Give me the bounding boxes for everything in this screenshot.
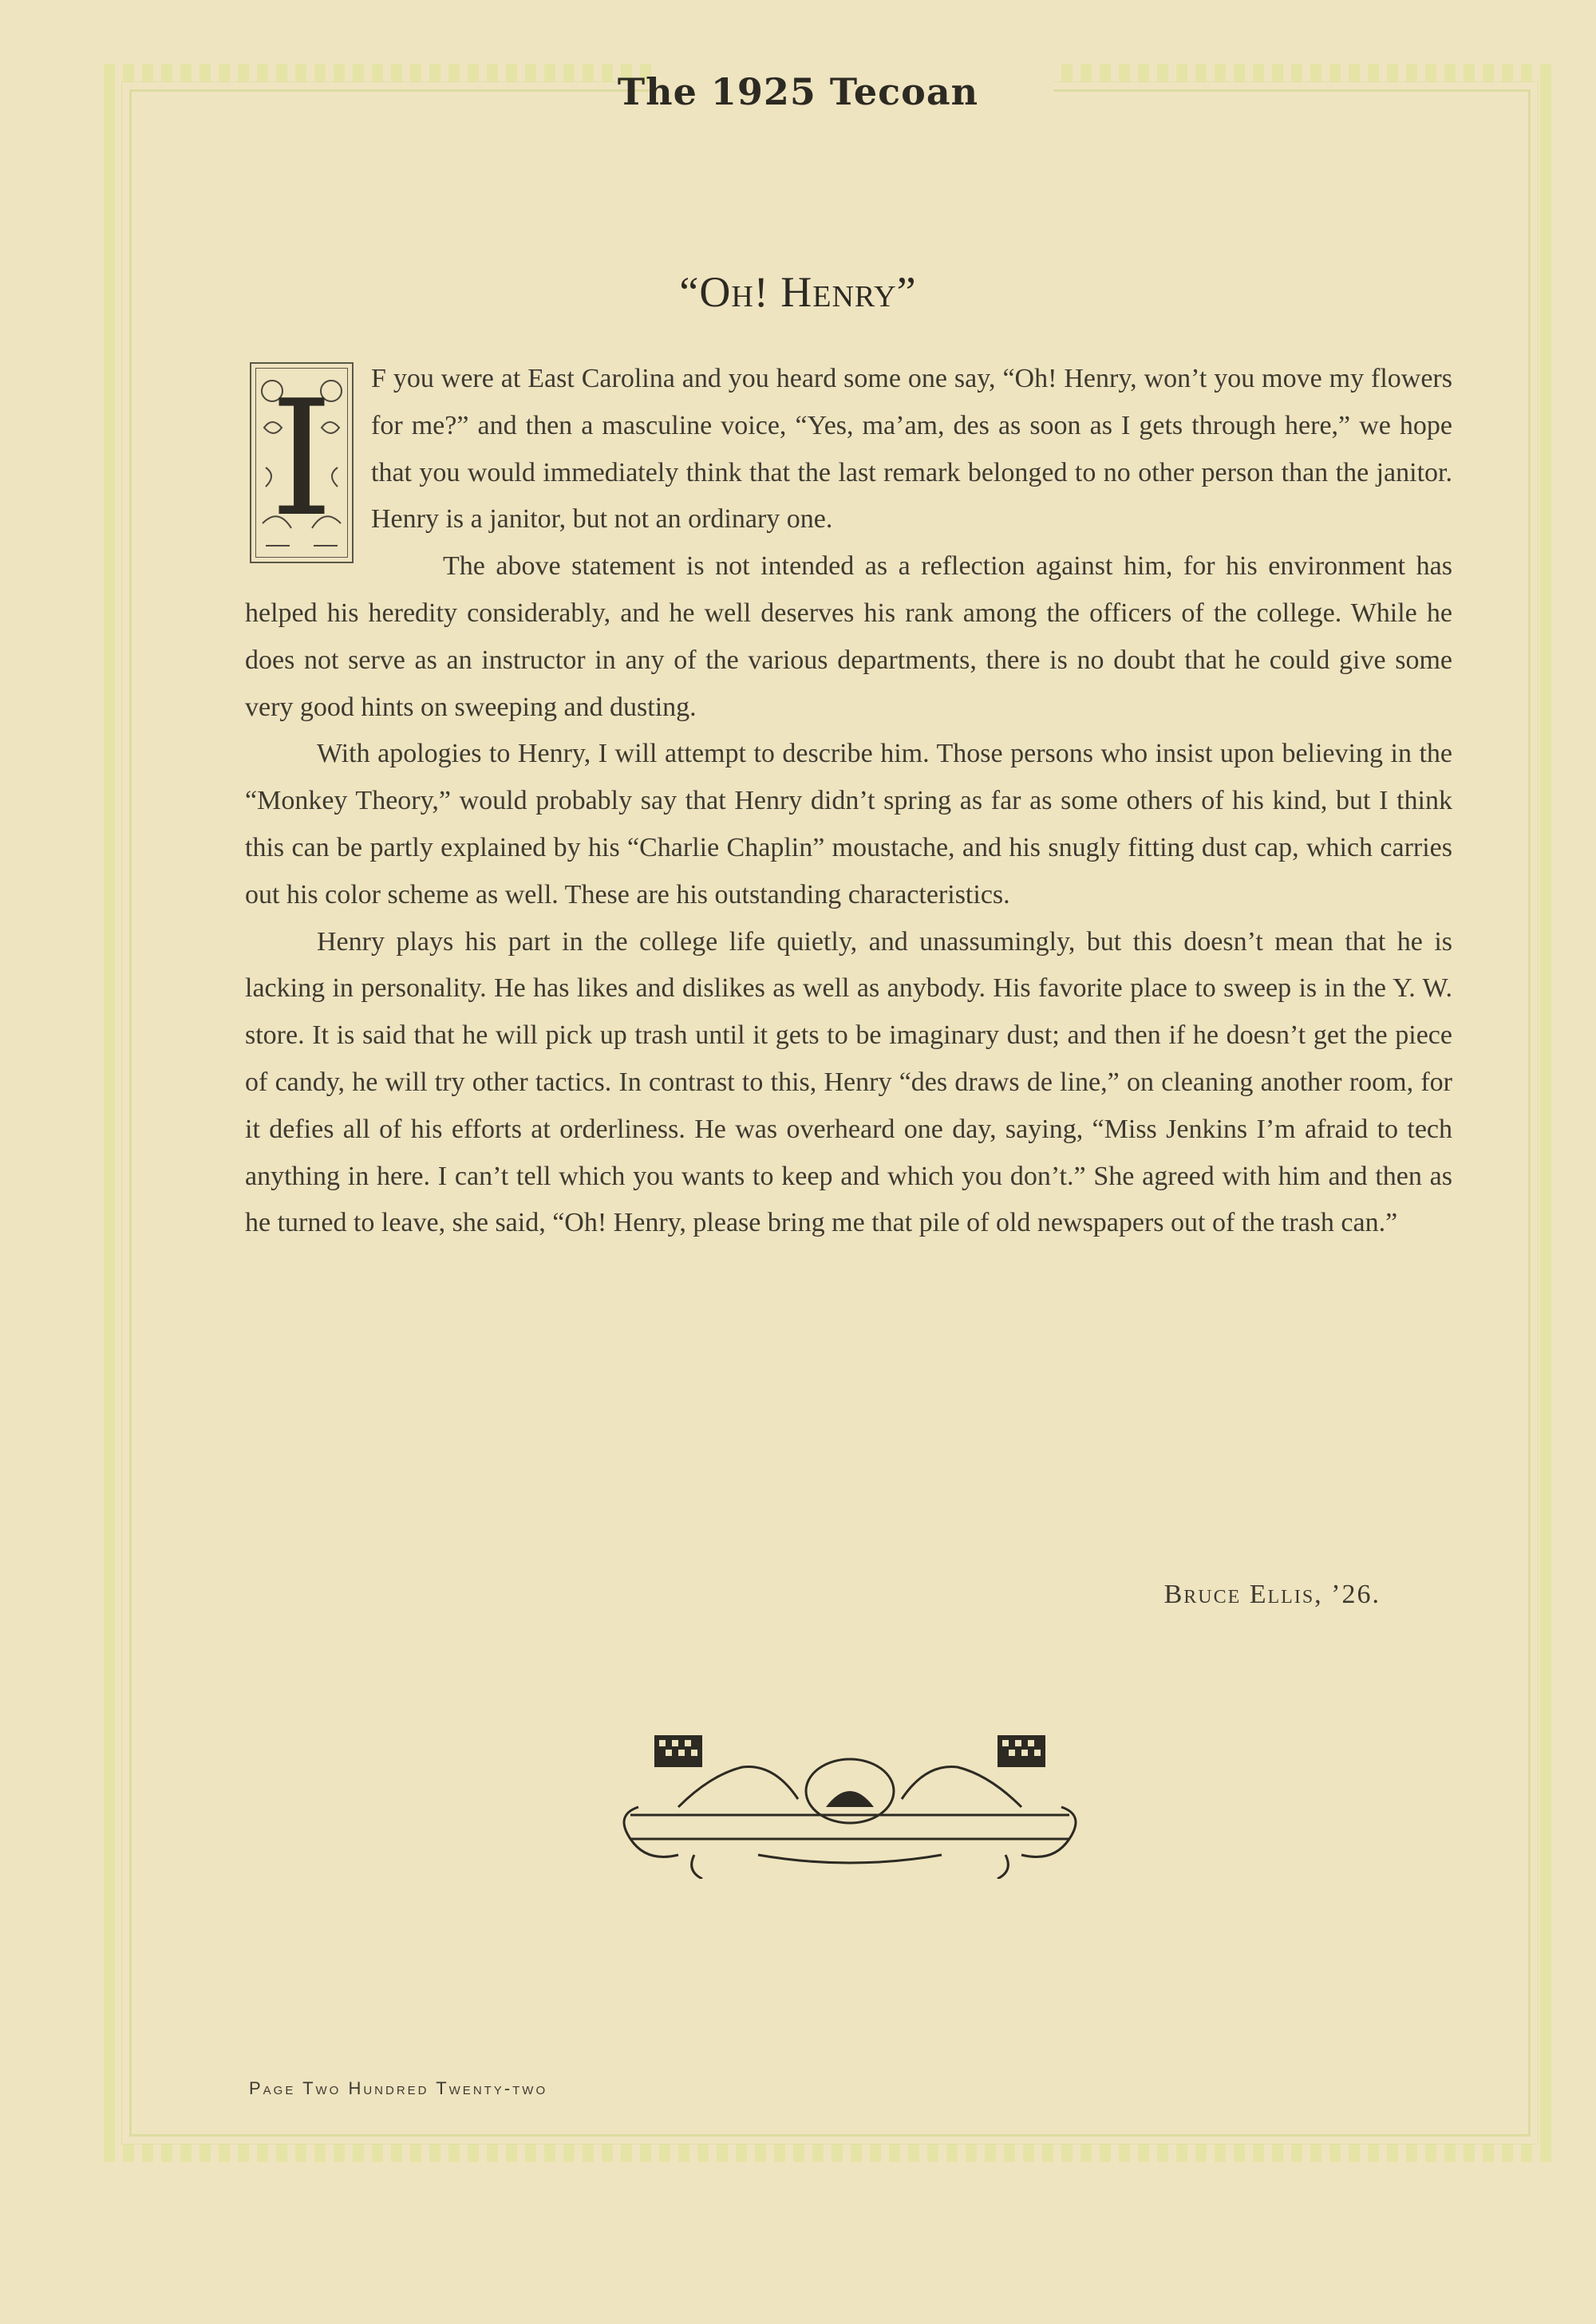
article-title: “Oh! Henry” bbox=[679, 268, 917, 316]
signature: Bruce Ellis, ’26. bbox=[1163, 1580, 1381, 1609]
tailpiece-ornament-icon bbox=[606, 1719, 1093, 1879]
running-head: The 1925 Tecoan bbox=[617, 70, 979, 113]
paragraph-2: The above statement is not intended as a reflection against him, for his environment has helped his heredity considerably, and he well deserves his rank among the officers of the college. While he does not serve as an instructor in any of the various departments, there is no doubt that he could give some very good hints on sweeping and dusting. bbox=[245, 551, 1452, 722]
page-number-label: Page Two Hundred Twenty-two bbox=[249, 2078, 548, 2098]
paragraph-4: Henry plays his part in the college life quietly, and unassumingly, but this doesn’t mean that he is lacking in personality. He has likes and dislikes as well as anybody. His favorite place to sweep is in the Y. W. store. It is said that he will pick up trash until it gets to be imaginary dust; and then if he doesn’t get the piece of candy, he will try other tactics. In contrast to this, Henry “des draws de line,” on cleaning another room, for it defies all of his efforts at orderliness. He was overheard one day, saying, “Miss Jenkins I’m afraid to tech anything in here. I can’t tell which you wants to keep and which you don’t.” She agreed with him and then as he turned to leave, she said, “Oh! Henry, please bring me that pile of old newspapers out of the trash can.” bbox=[245, 926, 1452, 1238]
article-body bbox=[245, 356, 1452, 1247]
paragraph-3: With apologies to Henry, I will attempt to describe him. Those persons who insist upon believing in the “Monkey Theory,” would probably say that Henry didn’t spring as far as some others of his kind, but I think this can be partly explained by his “Charlie Chaplin” moustache, and his snugly fitting dust cap, which carries out his color scheme as well. These are his outstanding characteristics. bbox=[245, 739, 1452, 909]
paragraph-1-text: F you were at East Carolina and you heard some one say, “Oh! Henry, won’t you move my flowers for me?” and then a masculine voice, “Yes, ma’am, des as soon as I gets through here,” we hope that you would immediately think that the last remark belonged to no other person than the janitor. Henry is a janitor, but not an ordinary one. bbox=[371, 364, 1452, 535]
dropcap-letter: I bbox=[270, 366, 334, 552]
dropcap bbox=[250, 362, 354, 563]
paragraph-1 bbox=[245, 356, 1452, 552]
